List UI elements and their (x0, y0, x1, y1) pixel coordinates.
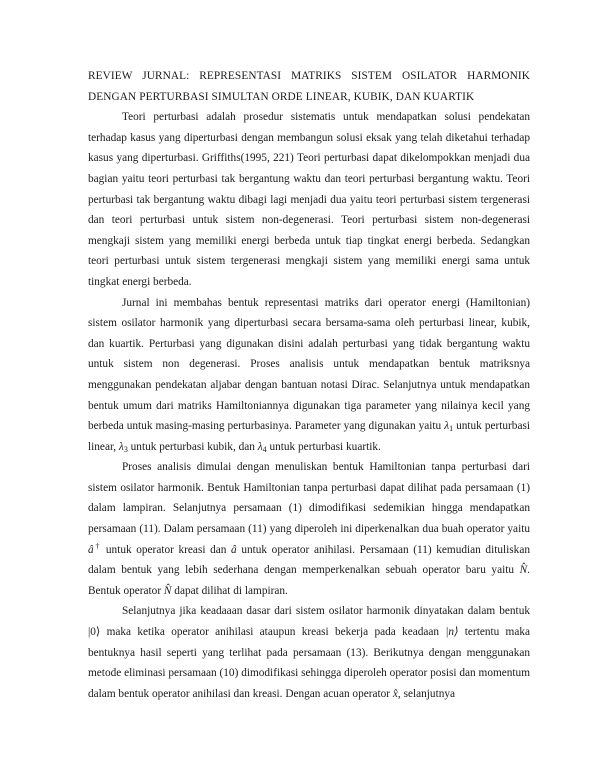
title-line-2: DENGAN PERTURBASI SIMULTAN ORDE LINEAR, KUBIK, DAN KUARTIK (88, 90, 475, 103)
paragraph-3-text: Proses analisis dimulai dengan menuliskan bentuk Hamiltonian tanpa perturbasi dari sistem osilator harmonik. Bentuk Hamiltonian tanpa perturbasi dapat dilihat pada persamaan (1) dalam lampiran. Selanjutnya persamaan (1) dimodifikasi sedemikian hingga mendapatkan persamaan (11). Dalam persamaan (11) yang diperoleh ini diperkenalkan dua buah operator yaitu (88, 461, 530, 536)
paragraph-4-text: Selanjutnya jika keadaaan dasar dari sistem osilator harmonik dinyatakan dalam bentuk (122, 605, 530, 618)
paragraph-1 (88, 107, 530, 292)
annihilation-operator-symbol: â (231, 543, 237, 556)
paragraph-3-annihilation: untuk operator anihilasi. Persamaan (11) kemudian dituliskan dalam bentuk yang lebih sederhana dengan memperkenalkan sebuah operator baru yaitu (88, 543, 530, 577)
ground-state-ket: |0⟩ (88, 626, 101, 639)
lambda-1-symbol: $\lambda_1$ (444, 420, 454, 434)
paragraph-4: Selanjutnya jika keadaaan dasar dari sistem osilator harmonik dinyatakan dalam bentuk |0⟩ maka ketika operator anihilasi ataupun kreasi bekerja pada keadaan |n⟩ tertentu maka bentuknya hasil seperti yang terlihat pada persamaan (13). Berikutnya dengan menggunakan metode eliminasi persamaan (10) dimodifikasi sehingga diperoleh operator posisi dan momentum dalam bentuk operator anihilasi dan kreasi. Dengan acuan operator x̂, selanjutnya (88, 605, 531, 700)
position-operator-symbol: x̂ (392, 687, 398, 700)
lambda-4-symbol: $\lambda_4$ (257, 440, 267, 454)
paragraph-3: Proses analisis dimulai dengan menuliskan bentuk Hamiltonian tanpa perturbasi dari sistem osilator harmonik. Bentuk Hamiltonian tanpa perturbasi dapat dilihat pada persamaan (1) dalam lampiran. Selanjutnya persamaan (1) dimodifikasi sedemikian hingga mendapatkan persamaan (11). Dalam persamaan (11) yang diperoleh ini diperkenalkan dua buah operator yaitu â† untuk operator kreasi dan â untuk operator anihilasi. Persamaan (11) kemudian dituliskan dalam bentuk yang lebih sederhana dengan memperkenalkan sebuah operator baru yaitu N̂. Bentuk operator N̂ dapat dilihat di lampiran. (88, 461, 530, 597)
state-n-ket: |n⟩ (445, 626, 459, 639)
body-text (88, 66, 530, 704)
number-operator-symbol: N̂ (519, 564, 528, 577)
paragraph-2-quartic: untuk perturbasi kuartik. (269, 440, 381, 453)
lambda-3-symbol: $\lambda_3$ (118, 440, 128, 454)
paragraph-4-result: tertentu maka bentuknya hasil seperti yang terlihat pada persamaan (13). Berikutnya dengan menggunakan metode eliminasi persamaan (10) dimodifikasi sehingga diperoleh operator posisi dan momentum dalam bentuk operator anihilasi dan kreasi. Dengan acuan operator (88, 626, 531, 700)
paragraph-4-end: selanjutnya (403, 687, 456, 700)
paragraph-2-linear: untuk perturbasi linear, (88, 420, 530, 453)
paragraph-4-operators: maka ketika operator anihilasi ataupun kreasi bekerja pada keadaan (106, 626, 440, 639)
paragraph-2 (88, 293, 530, 458)
paragraph-1-text: Teori perturbasi adalah prosedur sistematis untuk mendapatkan solusi pendekatan terhadap kasus yang diperturbasi dengan membangun solusi eksak yang telah diketahui terhadap kasus yang diperturbasi. Griffiths(1995, 221) Teori perturbasi dapat dikelompokkan menjadi dua bagian yaitu teori perturbasi tak bergantung waktu dan teori perturbasi bergantung waktu. Teori perturbasi tak bergantung waktu dibagi lagi menjadi dua yaitu teori perturbasi sistem tergenerasi dan teori perturbasi untuk sistem non-degenerasi. Teori perturbasi sistem non-degenerasi mengkaji sistem yang memiliki energi berbeda untuk tiap tingkat energi berbeda. Sedangkan teori perturbasi untuk sistem tergenerasi mengkaji sistem yang memiliki energi sama untuk tingkat energi berbeda. (88, 111, 530, 288)
paragraph-3-appendix: dapat dilihat di lampiran. (174, 584, 288, 597)
paper-title (88, 66, 530, 107)
paragraph-2-text: Jurnal ini membahas bentuk representasi matriks dari operator energi (Hamiltonian) sistem osilator harmonik yang diperturbasi secara bersama-sama oleh perturbasi linear, kubik, dan kuartik. Perturbasi yang digunakan disini adalah perturbasi yang tidak bergantung waktu untuk sistem non degenerasi. Proses analisis untuk mendapatkan bentuk matriksnya menggunakan pendekatan aljabar dengan bantuan notasi Dirac. Selanjutnya untuk mendapatkan bentuk umum dari matriks Hamiltoniannya digunakan tiga parameter yang nilainya kecil yang berbeda untuk masing-masing perturbasinya. Parameter yang digunakan yaitu (88, 296, 530, 433)
paragraph-3-form: Bentuk operator (88, 584, 162, 597)
title-line-1: REVIEW JURNAL: REPRESENTASI MATRIKS SISTEM OSILATOR HARMONIK (88, 70, 530, 82)
creation-operator-symbol: â† (88, 541, 102, 556)
paragraph-2-cubic: untuk perturbasi kubik, dan (130, 440, 255, 453)
number-operator-symbol-2: N̂ (163, 584, 172, 597)
paragraph-3-creation: untuk operator kreasi dan (105, 543, 227, 556)
